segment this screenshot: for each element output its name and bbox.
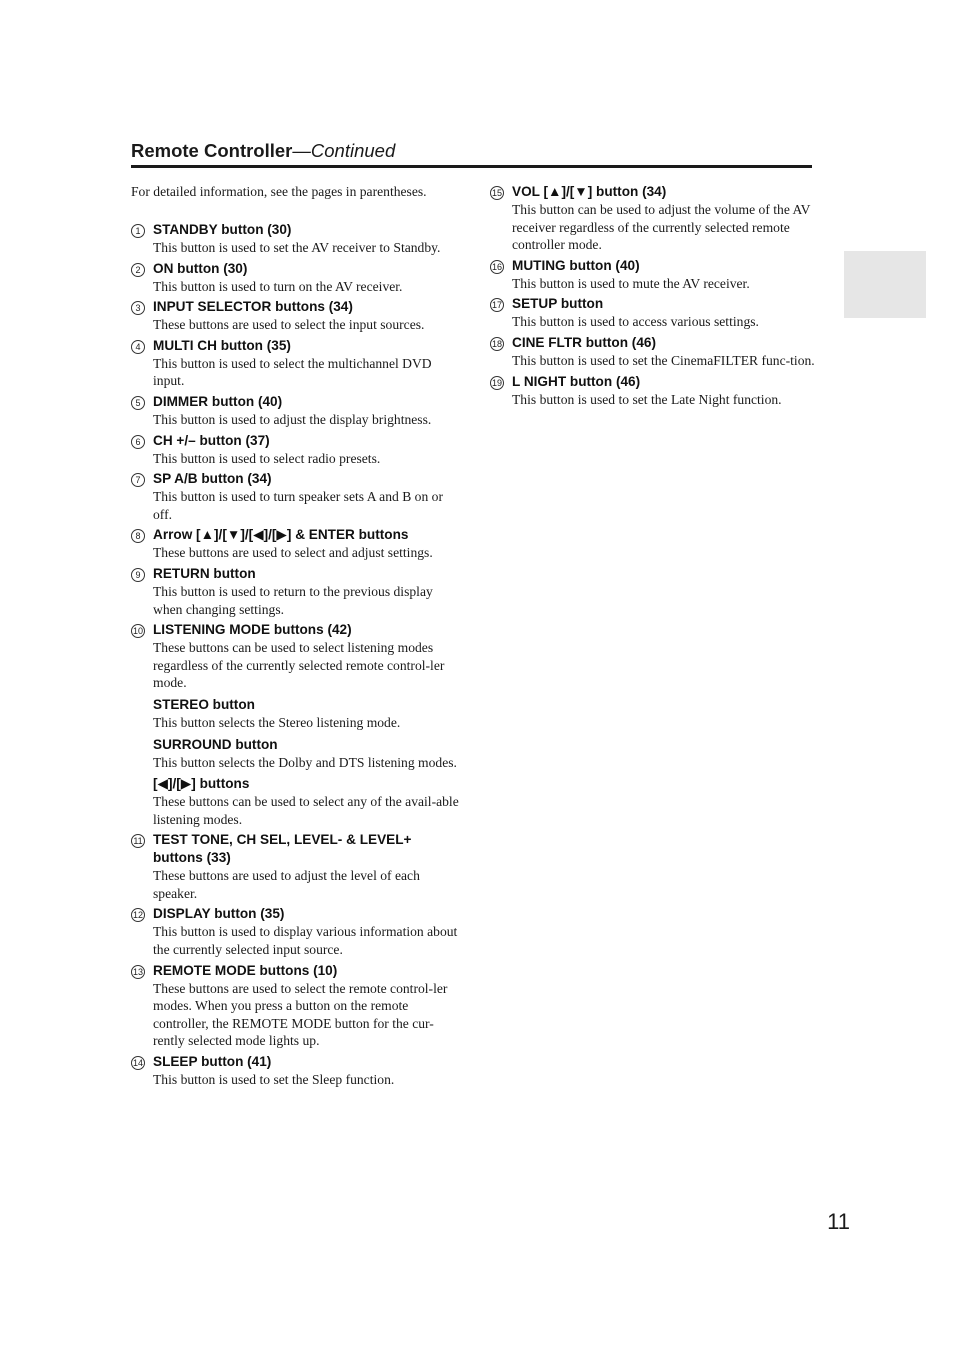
item-number-badge: 8: [131, 529, 145, 543]
item-title: DISPLAY button (35): [153, 906, 285, 922]
button-description-item: [131, 962, 461, 1050]
page-number: 11: [827, 1209, 850, 1234]
item-description: This button is used to return to the previous display when changing settings.: [153, 583, 433, 617]
button-description-item: [131, 260, 461, 296]
intro-text: For detailed information, see the pages in parentheses.: [131, 184, 427, 199]
item-number-badge: 11: [131, 834, 145, 848]
item-number-badge: 3: [131, 301, 145, 315]
section-title: Remote Controller: [131, 140, 293, 161]
item-number-badge: 13: [132, 966, 143, 977]
item-title: DIMMER button (40): [153, 393, 283, 409]
item-number-badge: 17: [491, 300, 502, 311]
sub-item-description: This button selects the Stereo listening mode.: [153, 714, 401, 730]
item-description: This button is used to turn on the AV receiver.: [153, 278, 403, 294]
side-tab-marker: [844, 251, 926, 318]
sub-item-title: STEREO button: [153, 696, 255, 712]
item-description: This button is used to access various settings.: [512, 314, 759, 330]
item-number-badge: 16: [491, 261, 502, 272]
item-description: This button is used to set the AV receiver to Standby.: [153, 240, 441, 255]
item-title: VOL [▲]/[▼] button (34): [512, 184, 667, 199]
left-column: [131, 183, 461, 1092]
button-description-item: [131, 432, 461, 468]
sub-item-arrows: [153, 775, 461, 828]
item-title: TEST TONE, CH SEL, LEVEL- & LEVEL+ buttons (33): [153, 832, 412, 866]
item-title: MUTING button (40): [512, 257, 640, 273]
button-description-item: [131, 831, 461, 902]
item-title: SETUP button: [512, 296, 604, 312]
button-description-item: [131, 526, 461, 562]
button-description-item: [131, 221, 461, 257]
item-description: These buttons are used to adjust the level of each speaker.: [153, 868, 420, 901]
item-number-badge: 2: [131, 263, 145, 277]
item-description: This button is used to set the Late Night function.: [512, 391, 782, 407]
item-title: CINE FLTR button (46): [512, 334, 656, 350]
item-title: Arrow [▲]/[▼]/[◀]/[▶] & ENTER buttons: [153, 527, 409, 543]
button-description-item: [131, 1053, 461, 1089]
item-number-badge: 12: [132, 910, 143, 921]
right-column: [490, 183, 820, 411]
sub-item-description: This button selects the Dolby and DTS listening modes.: [153, 754, 457, 770]
item-title: LISTENING MODE buttons (42): [153, 622, 352, 638]
item-title: CH +/– button (37): [153, 432, 270, 448]
button-description-item: [490, 334, 820, 370]
item-description: This button is used to adjust the display brightness.: [153, 411, 432, 427]
section-header: [131, 139, 812, 168]
item-title: INPUT SELECTOR buttons (34): [153, 299, 353, 315]
item-description: This button is used to display various information about the currently selected input source.: [153, 924, 458, 958]
item-title: ON button (30): [153, 260, 248, 276]
item-description: These buttons are used to select and adjust settings.: [153, 545, 433, 561]
button-description-item: [131, 337, 461, 390]
item-number-badge: 14: [132, 1058, 143, 1069]
sub-item-stereo: [153, 696, 461, 732]
button-description-item: [131, 565, 461, 618]
item-description: These buttons are used to select the remote control-ler modes. When you press a button on the remote controller, the REMOTE MODE button for the cur-rently selected mode lights up.: [153, 980, 448, 1049]
item-number-badge: 15: [491, 188, 502, 198]
item-number-badge: 9: [131, 568, 145, 582]
item-number-badge: 4: [131, 340, 145, 354]
item-title: REMOTE MODE buttons (10): [153, 962, 338, 978]
item-number-badge: 6: [131, 435, 145, 449]
item-description: This button is used to select the multichannel DVD input.: [153, 355, 432, 389]
button-description-item: [490, 257, 820, 293]
item-number-badge: 5: [131, 396, 145, 410]
button-description-item: [490, 183, 820, 254]
item-description: This button is used to mute the AV receiver.: [512, 275, 750, 291]
item-title: MULTI CH button (35): [153, 337, 291, 353]
item-description: This button is used to select radio presets.: [153, 450, 381, 466]
button-description-item: [131, 393, 461, 429]
sub-item-title: [◀]/[▶] buttons: [153, 776, 250, 792]
button-description-item: [131, 905, 461, 958]
item-number-badge: 7: [131, 473, 145, 487]
button-description-item: [131, 621, 461, 828]
item-title: SLEEP button (41): [153, 1054, 272, 1070]
sub-item-description: These buttons can be used to select any of the avail-able listening modes.: [153, 794, 459, 827]
button-description-item: [131, 470, 461, 523]
item-title: L NIGHT button (46): [512, 373, 641, 389]
item-description: These buttons can be used to select listening modes regardless of the currently selected remote control-ler mode.: [153, 640, 445, 691]
continued-label: —Continued: [292, 140, 396, 161]
item-description: These buttons are used to select the input sources.: [153, 317, 425, 333]
item-number-badge: 1: [131, 224, 145, 238]
sub-item-surround: [153, 736, 461, 772]
item-number-badge: 19: [491, 377, 502, 388]
item-title: STANDBY button (30): [153, 222, 292, 237]
item-description: This button is used to set the Sleep function.: [153, 1072, 395, 1088]
button-description-item: [490, 295, 820, 331]
item-number-badge: 18: [491, 338, 502, 349]
item-description: This button is used to set the CinemaFILTER func-tion.: [512, 352, 815, 368]
button-description-item: [131, 298, 461, 334]
button-description-item: [490, 373, 820, 409]
sub-item-title: SURROUND button: [153, 736, 278, 752]
item-title: SP A/B button (34): [153, 471, 272, 487]
item-description: This button can be used to adjust the volume of the AV receiver regardless of the currently selected remote controller mode.: [512, 202, 811, 253]
item-description: This button is used to turn speaker sets A and B on or off.: [153, 489, 443, 522]
item-title: RETURN button: [153, 565, 256, 581]
item-number-badge: 10: [132, 626, 143, 637]
